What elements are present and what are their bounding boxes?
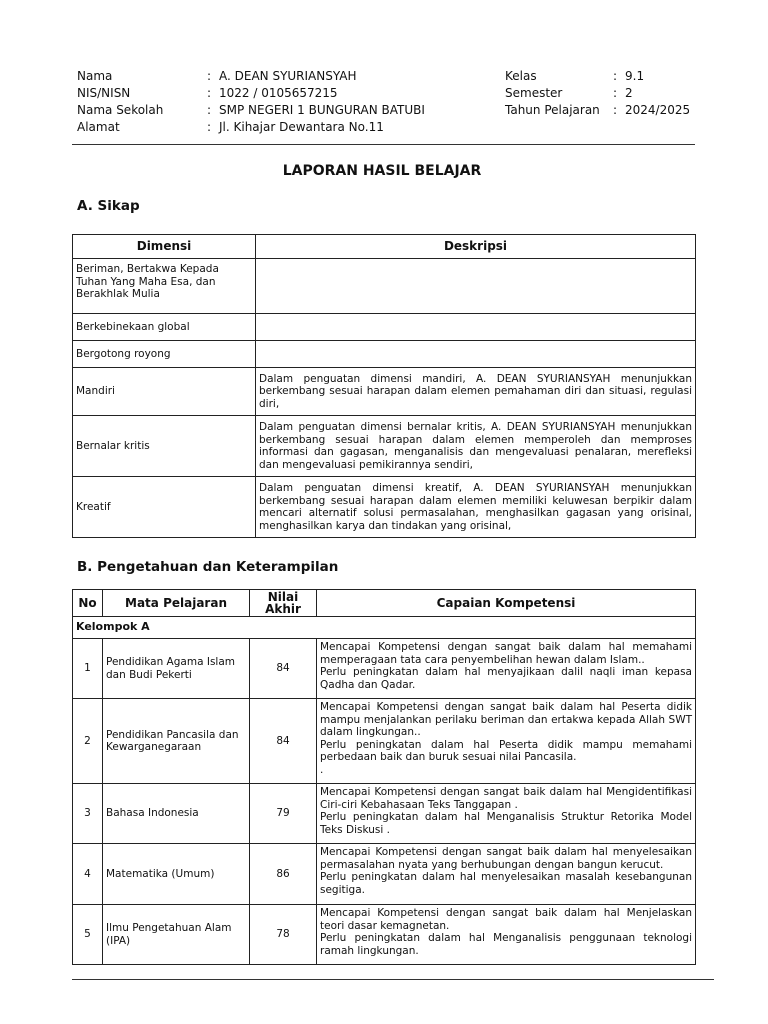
subject-row	[73, 699, 696, 784]
dimensi-cell: Mandiri	[73, 368, 256, 416]
row-number: 1	[73, 639, 103, 699]
column-header: Dimensi	[73, 235, 256, 259]
subject-row	[73, 784, 696, 844]
row-number: 3	[73, 784, 103, 844]
deskripsi-cell: Dalam penguatan dimensi bernalar kritis, A. DEAN SYURIANSYAH menunjukkan berkembang sesuai harapan dalam elemen memperoleh dan memproses informasi dan gagasan, menganalisis dan mengevaluasi penalaran, merefleksi dan mengevaluasi pemikirannya sendiri,	[256, 416, 696, 477]
info-value: SMP NEGERI 1 BUNGURAN BATUBI	[219, 103, 425, 117]
competency-line: Perlu peningkatan dalam hal Menganalisis penggunaan teknologi ramah lingkungan.	[320, 932, 692, 957]
info-colon: :	[613, 86, 618, 100]
row-number: 4	[73, 844, 103, 905]
header-divider	[72, 144, 695, 145]
column-header: Mata Pelajaran	[103, 590, 250, 617]
final-score: 86	[250, 844, 317, 905]
deskripsi-cell	[256, 341, 696, 368]
final-score: 78	[250, 905, 317, 965]
competency-line: Mencapai Kompetensi dengan sangat baik dalam hal menyelesaikan permasalahan nyata yang berhubungan dengan bangun kerucut.	[320, 846, 692, 871]
subject-row	[73, 639, 696, 699]
competency-cell	[317, 699, 696, 784]
info-colon: :	[613, 103, 618, 117]
dimensi-cell: Beriman, Bertakwa Kepada Tuhan Yang Maha Esa, dan Berakhlak Mulia	[73, 259, 256, 314]
competency-line: Perlu peningkatan dalam hal Peserta didik mampu memahami perbedaan baik dan buruk sesuai nilai Pancasila.	[320, 738, 692, 763]
info-label: Nama	[77, 69, 113, 83]
info-label: Semester	[505, 86, 563, 100]
dimensi-cell: Kreatif	[73, 477, 256, 538]
column-header: Capaian Kompetensi	[317, 590, 696, 617]
competency-cell	[317, 905, 696, 965]
info-label: Kelas	[505, 69, 537, 83]
subject-name: Matematika (Umum)	[103, 844, 250, 905]
row-number: 2	[73, 699, 103, 784]
subject-name: Pendidikan Pancasila dan Kewarganegaraan	[103, 699, 250, 784]
student-info-right	[505, 68, 690, 119]
info-label: Nama Sekolah	[77, 103, 164, 117]
competency-line: Mencapai Kompetensi dengan sangat baik dalam hal Menjelaskan teori dasar kemagnetan.	[320, 907, 692, 932]
sikap-row	[73, 477, 696, 538]
info-label: Alamat	[77, 120, 120, 134]
competency-cell	[317, 784, 696, 844]
subject-name: Pendidikan Agama Islam dan Budi Pekerti	[103, 639, 250, 699]
subject-name: Bahasa Indonesia	[103, 784, 250, 844]
info-row-semester	[505, 85, 690, 102]
info-row-nisn	[77, 85, 425, 102]
info-value: 1022 / 0105657215	[219, 86, 338, 100]
pengetahuan-table	[72, 589, 696, 965]
sikap-row	[73, 368, 696, 416]
final-score: 84	[250, 639, 317, 699]
competency-line: Mencapai Kompetensi dengan sangat baik dalam hal Peserta didik mampu menjalankan perilaku beriman dan ertakwa kepada Allah SWT dalam lingkungan..	[320, 701, 692, 738]
competency-line: Perlu peningkatan dalam hal Menganalisis Struktur Retorika Model Teks Diskusi .	[320, 811, 692, 836]
dimensi-cell: Bergotong royong	[73, 341, 256, 368]
student-info-left	[77, 68, 425, 136]
info-value: Jl. Kihajar Dewantara No.11	[219, 120, 384, 134]
info-row-alamat	[77, 119, 425, 136]
column-header: Nilai Akhir	[250, 590, 317, 617]
deskripsi-cell: Dalam penguatan dimensi kreatif, A. DEAN SYURIANSYAH menunjukkan berkembang sesuai harapan dalam elemen memiliki keluwesan berpikir dalam mencari alternatif solusi permasalahan, menghasilkan gagasan yang orisinal, menghasilkan karya dan tindakan yang orisinal,	[256, 477, 696, 538]
subject-row	[73, 905, 696, 965]
column-header: No	[73, 590, 103, 617]
subject-row	[73, 844, 696, 905]
info-row-sekolah	[77, 102, 425, 119]
sikap-row	[73, 259, 696, 314]
info-row-kelas	[505, 68, 690, 85]
final-score: 84	[250, 699, 317, 784]
deskripsi-cell: Dalam penguatan dimensi mandiri, A. DEAN SYURIANSYAH menunjukkan berkembang sesuai harapan dalam elemen pemahaman diri dan situasi, regulasi diri,	[256, 368, 696, 416]
competency-line: Mencapai Kompetensi dengan sangat baik dalam hal Mengidentifikasi Ciri-ciri Kebahasaan Teks Tanggapan .	[320, 786, 692, 811]
group-row	[73, 617, 696, 639]
section-sikap-heading: A. Sikap	[77, 198, 140, 214]
dimensi-cell: Berkebinekaan global	[73, 314, 256, 341]
sikap-table	[72, 234, 696, 538]
info-value: 2	[625, 86, 633, 100]
competency-line: Perlu peningkatan dalam hal menyelesaikan masalah kesebangunan segitiga.	[320, 871, 692, 896]
competency-line: .	[320, 763, 324, 776]
info-colon: :	[207, 86, 212, 100]
competency-cell	[317, 844, 696, 905]
sikap-row	[73, 314, 696, 341]
info-colon: :	[207, 120, 212, 134]
deskripsi-cell	[256, 314, 696, 341]
info-row-tahun	[505, 102, 690, 119]
info-label: NIS/NISN	[77, 86, 131, 100]
info-value: 2024/2025	[625, 103, 691, 117]
pengetahuan-header-row	[73, 590, 696, 617]
column-header: Deskripsi	[256, 235, 696, 259]
sikap-row	[73, 341, 696, 368]
section-pengetahuan-heading: B. Pengetahuan dan Keterampilan	[77, 559, 339, 575]
footer-divider	[72, 979, 714, 980]
sikap-row	[73, 416, 696, 477]
competency-line: Mencapai Kompetensi dengan sangat baik dalam hal memahami memperagaan tata cara penyembelihan hewan dalam Islam..	[320, 641, 692, 666]
info-colon: :	[207, 103, 212, 117]
info-colon: :	[207, 69, 212, 83]
page-title: LAPORAN HASIL BELAJAR	[282, 163, 482, 179]
info-value: A. DEAN SYURIANSYAH	[219, 69, 357, 83]
competency-cell	[317, 639, 696, 699]
competency-line: Perlu peningkatan dalam hal menyajikaan dalil naqli iman kepasa Qadha dan Qadar.	[320, 666, 692, 691]
deskripsi-cell	[256, 259, 696, 314]
info-value: 9.1	[625, 69, 645, 83]
info-row-nama	[77, 68, 425, 85]
subject-name: Ilmu Pengetahuan Alam (IPA)	[103, 905, 250, 965]
group-label: Kelompok A	[73, 617, 696, 639]
dimensi-cell: Bernalar kritis	[73, 416, 256, 477]
info-colon: :	[613, 69, 618, 83]
sikap-header-row	[73, 235, 696, 259]
final-score: 79	[250, 784, 317, 844]
info-label: Tahun Pelajaran	[505, 103, 600, 117]
row-number: 5	[73, 905, 103, 965]
